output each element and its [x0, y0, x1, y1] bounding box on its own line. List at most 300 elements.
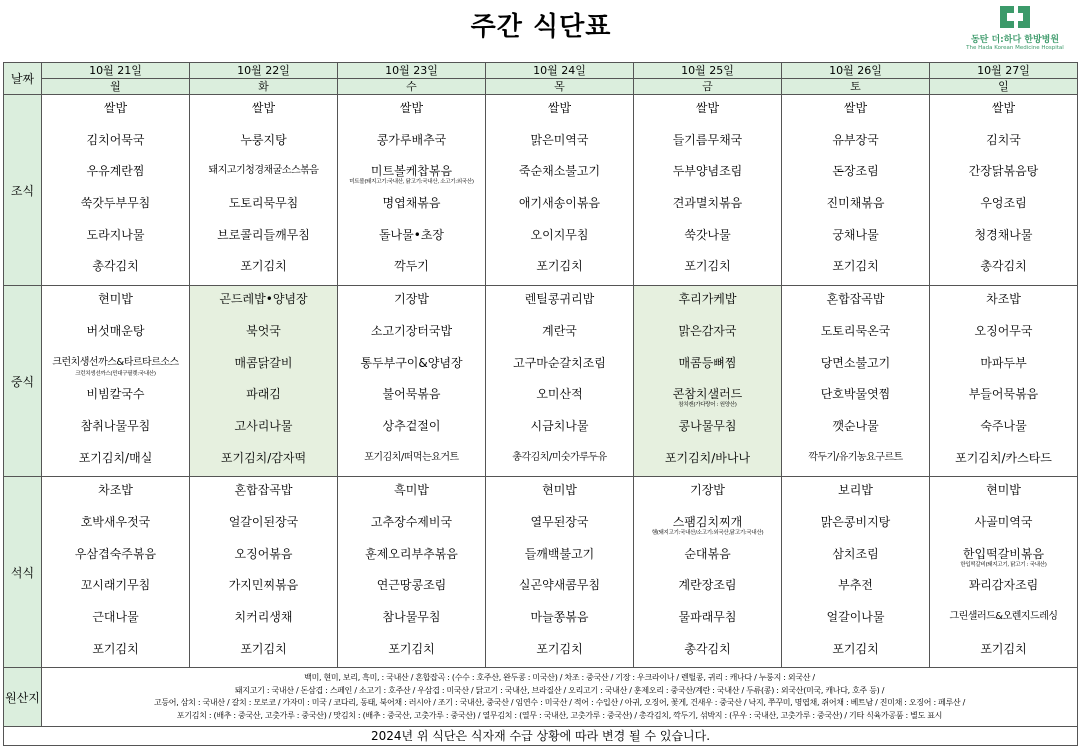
menu-item — [338, 541, 485, 573]
menu-item — [634, 95, 781, 127]
hospital-logo-icon — [1000, 6, 1030, 28]
menu-item-name: 포기김치 — [536, 641, 583, 656]
menu-item-name: 호박새우젓국 — [80, 514, 151, 529]
dinner-cell — [930, 477, 1078, 668]
menu-item — [42, 286, 189, 318]
menu-item-name: 누룽지탕 — [240, 132, 287, 147]
menu-item-name: 계란국 — [542, 323, 577, 338]
menu-item — [338, 509, 485, 541]
menu-item — [486, 509, 633, 541]
menu-item-name: 부들어묵볶음 — [968, 387, 1039, 402]
menu-item-name: 불어묵볶음 — [382, 387, 441, 402]
menu-item — [338, 95, 485, 127]
lunch-cell — [190, 286, 338, 477]
menu-item-name: 단호박물엿찜 — [820, 387, 891, 402]
menu-item — [930, 253, 1077, 285]
menu-item-name: 명엽채볶음 — [382, 196, 441, 211]
menu-item — [782, 253, 929, 285]
menu-item — [634, 286, 781, 318]
menu-item-name: 도토리묵무침 — [228, 196, 299, 211]
date-cell: 10월 27일 — [930, 63, 1078, 79]
menu-item-name: 돈장조림 — [832, 164, 879, 179]
menu-item — [782, 127, 929, 159]
menu-item — [782, 95, 929, 127]
menu-item — [930, 477, 1077, 509]
menu-item-name: 순대볶음 — [684, 546, 731, 561]
dinner-label: 석식 — [4, 477, 42, 668]
menu-item-name: 실곤약새콤무침 — [518, 578, 601, 593]
weekday-cell: 수 — [338, 79, 486, 95]
menu-item — [338, 222, 485, 254]
menu-item-name: 포기김치/떠먹는요거트 — [364, 451, 459, 463]
menu-item — [782, 318, 929, 350]
dinner-row — [4, 477, 1078, 668]
menu-item-name: 쌀밥 — [843, 101, 868, 115]
menu-item-name: 오이지무침 — [530, 227, 589, 242]
menu-item — [338, 286, 485, 318]
menu-item — [338, 350, 485, 382]
menu-item-name: 가지민찌볶음 — [228, 578, 299, 593]
weekday-row — [4, 79, 1078, 95]
origin-line: 고등어, 삼치 : 국내산 / 갈치 : 모로코 / 가자미 : 미국 / 코다리, 동태, 북어채 : 러시아 / 조기 : 국내산, 중국산 / 임연수 : 미국산 / 적어 : 수입산 / 아귀, 오징어, 꽃게, 건새우 : 중국산 / 낙지, 쭈꾸미, 명엽채, 쥐어채 : 베트남 / 진미채 : 오징어 : 페루산 / — [153, 698, 966, 708]
menu-item — [42, 253, 189, 285]
menu-item-name: 기장밥 — [690, 483, 725, 498]
lunch-cell — [42, 286, 190, 477]
menu-item — [42, 477, 189, 509]
menu-item-name: 포기김치 — [92, 641, 139, 656]
menu-item-name: 쌀밥 — [399, 101, 424, 115]
menu-item-name: 크런치생선까스&타르타르소스 — [52, 356, 179, 368]
menu-item — [42, 381, 189, 413]
date-cell: 10월 23일 — [338, 63, 486, 79]
breakfast-cell — [42, 95, 190, 286]
menu-item-name: 맑은미역국 — [530, 132, 589, 147]
hospital-subtitle: The Hada Korean Medicine Hospital — [966, 45, 1064, 51]
menu-item-name: 도토리묵온국 — [820, 323, 891, 338]
menu-item — [782, 604, 929, 636]
menu-item — [338, 318, 485, 350]
footer-notice: 2024년 위 식단은 식자재 수급 상황에 따라 변경 될 수 있습니다. — [4, 727, 1078, 746]
menu-item — [42, 190, 189, 222]
menu-item-name: 쌀밥 — [103, 101, 128, 115]
menu-item — [42, 636, 189, 668]
menu-item — [634, 445, 781, 477]
lunch-cell — [338, 286, 486, 477]
menu-item — [338, 127, 485, 159]
menu-item-name: 궁채나물 — [832, 227, 879, 242]
menu-item-name: 차조밥 — [98, 483, 133, 498]
date-cell: 10월 21일 — [42, 63, 190, 79]
lunch-row — [4, 286, 1078, 477]
menu-item — [634, 350, 781, 382]
menu-item-name: 그린샐러드&오렌지드레싱 — [949, 611, 1058, 622]
menu-item-name: 상추겉절이 — [382, 418, 441, 433]
menu-item-name: 쑥갓나물 — [684, 227, 731, 242]
menu-item — [338, 636, 485, 668]
menu-item-name: 연근땅콩조림 — [376, 578, 447, 593]
menu-item — [42, 604, 189, 636]
menu-item — [782, 381, 929, 413]
menu-item-name: 포기김치/바나나 — [664, 450, 751, 465]
date-cell: 10월 26일 — [782, 63, 930, 79]
menu-item — [634, 572, 781, 604]
menu-item-name: 당면소불고기 — [820, 355, 891, 370]
weekday-cell: 화 — [190, 79, 338, 95]
menu-item — [42, 350, 189, 382]
menu-item-name: 혼합잡곡밥 — [826, 292, 885, 307]
menu-item-name: 현미밥 — [98, 292, 133, 307]
menu-item-name: 우삼겹숙주볶음 — [74, 546, 157, 561]
menu-item-name: 계란장조림 — [678, 578, 737, 593]
menu-item — [930, 572, 1077, 604]
menu-item-name: 맑은콩비지탕 — [820, 514, 891, 529]
menu-item — [634, 127, 781, 159]
menu-item — [634, 509, 781, 541]
date-row — [4, 63, 1078, 79]
menu-item-name: 견과멸치볶음 — [672, 196, 743, 211]
menu-item-name: 북엇국 — [246, 323, 281, 338]
menu-item-name: 깻순나물 — [832, 418, 879, 433]
page-title: 주간 식단표 — [470, 12, 612, 42]
menu-item-name: 포기김치 — [832, 641, 879, 656]
menu-item — [42, 445, 189, 477]
menu-item-name: 총각김치 — [92, 259, 139, 274]
menu-item — [190, 541, 337, 573]
menu-item — [930, 318, 1077, 350]
menu-item — [190, 222, 337, 254]
menu-item — [930, 190, 1077, 222]
menu-item-name: 들기름무채국 — [672, 132, 743, 147]
dinner-cell — [486, 477, 634, 668]
weekday-cell: 토 — [782, 79, 930, 95]
menu-item-name: 훈제오리부추볶음 — [365, 546, 458, 561]
menu-item — [42, 222, 189, 254]
menu-item — [486, 127, 633, 159]
menu-item-name: 콘참치샐러드 — [672, 387, 743, 402]
menu-item — [634, 477, 781, 509]
menu-item-name: 청경채나물 — [974, 227, 1033, 242]
menu-item — [782, 222, 929, 254]
menu-item — [190, 286, 337, 318]
menu-item-name: 쌀밥 — [695, 101, 720, 115]
menu-item-name: 두부양념조림 — [672, 164, 743, 179]
dinner-cell — [338, 477, 486, 668]
lunch-cell — [486, 286, 634, 477]
menu-item — [338, 158, 485, 190]
menu-item — [338, 477, 485, 509]
menu-item-name: 쌀밥 — [547, 101, 572, 115]
menu-item-name: 고추장수제비국 — [370, 514, 453, 529]
menu-item — [634, 636, 781, 668]
menu-item-name: 맑은감자국 — [678, 323, 737, 338]
menu-item-name: 진미채볶음 — [826, 196, 885, 211]
menu-item — [782, 572, 929, 604]
menu-item — [190, 95, 337, 127]
menu-item — [190, 190, 337, 222]
menu-item — [42, 95, 189, 127]
ingredient-note: 미트볼(돼지고기:국내산, 닭고기:국내산, 소고기:외국산) — [349, 179, 474, 186]
menu-item-name: 김치국 — [986, 132, 1021, 147]
menu-item — [486, 413, 633, 445]
menu-item — [486, 95, 633, 127]
origin-row — [4, 668, 1078, 727]
menu-item — [190, 636, 337, 668]
dinner-cell — [782, 477, 930, 668]
menu-item — [634, 381, 781, 413]
date-cell: 10월 24일 — [486, 63, 634, 79]
menu-item — [486, 190, 633, 222]
menu-item — [42, 572, 189, 604]
menu-item-name: 오징어볶음 — [234, 546, 293, 561]
menu-item-name: 소고기장터국밥 — [370, 323, 453, 338]
menu-item-name: 우엉조림 — [980, 196, 1027, 211]
menu-item-name: 마늘쫑볶음 — [530, 610, 589, 624]
menu-item — [634, 158, 781, 190]
menu-item — [486, 158, 633, 190]
ingredient-note: 햄(돼지고기:국내산/소고기:외국산,닭고기:국내산) — [651, 529, 764, 536]
breakfast-cell — [782, 95, 930, 286]
menu-item-name: 삼치조림 — [832, 546, 879, 561]
menu-item — [42, 509, 189, 541]
menu-item-name: 얼갈이나물 — [826, 610, 885, 624]
menu-item — [782, 413, 929, 445]
menu-item-name: 콩나물무침 — [678, 418, 737, 433]
menu-item — [190, 318, 337, 350]
ingredient-note: 크런치생선까스(민대구필렛:국내산) — [75, 370, 156, 377]
menu-item-name: 고구마순갈치조림 — [513, 355, 606, 370]
menu-item-name: 김치어묵국 — [86, 132, 145, 147]
menu-item — [338, 381, 485, 413]
weekday-cell: 목 — [486, 79, 634, 95]
breakfast-row — [4, 95, 1078, 286]
breakfast-cell — [190, 95, 338, 286]
menu-item — [930, 222, 1077, 254]
menu-item-name: 돼지고기청경채굴소스볶음 — [208, 165, 319, 177]
menu-item-name: 포기김치 — [980, 641, 1027, 656]
menu-item-name: 유부장국 — [832, 132, 879, 147]
menu-item-name: 현미밥 — [542, 483, 577, 498]
menu-item-name: 포기김치 — [240, 641, 287, 656]
menu-item-name: 참취나물무침 — [80, 418, 151, 433]
menu-item — [486, 445, 633, 477]
menu-item-name: 얼갈이된장국 — [228, 514, 299, 529]
menu-item — [486, 541, 633, 573]
menu-item — [782, 350, 929, 382]
menu-item — [782, 190, 929, 222]
menu-item-name: 애기새송이볶음 — [518, 196, 601, 211]
menu-item-name: 도라지나물 — [86, 227, 145, 242]
menu-item-name: 고사리나물 — [234, 418, 293, 433]
menu-item-name: 포기김치 — [240, 259, 287, 274]
menu-item — [190, 445, 337, 477]
menu-item-name: 후리가케밥 — [678, 292, 737, 307]
lunch-cell — [782, 286, 930, 477]
menu-item-name: 숙주나물 — [980, 418, 1027, 433]
lunch-label: 중식 — [4, 286, 42, 477]
menu-item — [486, 253, 633, 285]
menu-item — [930, 604, 1077, 636]
menu-item-name: 브로콜리들깨무침 — [217, 227, 310, 242]
menu-item — [190, 604, 337, 636]
menu-item — [190, 381, 337, 413]
menu-item-name: 오징어무국 — [974, 323, 1033, 338]
breakfast-cell — [634, 95, 782, 286]
menu-item — [190, 572, 337, 604]
menu-item — [634, 318, 781, 350]
menu-item-name: 현미밥 — [986, 483, 1021, 498]
menu-item-name: 비빔칼국수 — [86, 387, 145, 402]
menu-item-name: 참나물무침 — [382, 610, 441, 624]
dinner-cell — [634, 477, 782, 668]
menu-item — [782, 445, 929, 477]
menu-item — [930, 286, 1077, 318]
menu-item-name: 스팸김치찌개 — [672, 514, 743, 529]
menu-item — [930, 350, 1077, 382]
menu-item-name: 죽순채소불고기 — [518, 164, 601, 179]
menu-item — [42, 127, 189, 159]
menu-item-name: 간장닭볶음탕 — [968, 164, 1039, 179]
menu-item — [930, 95, 1077, 127]
dinner-cell — [42, 477, 190, 668]
menu-item — [190, 158, 337, 190]
menu-item — [338, 190, 485, 222]
lunch-cell — [930, 286, 1078, 477]
weekday-cell: 금 — [634, 79, 782, 95]
date-label: 날짜 — [4, 63, 42, 95]
menu-item — [190, 350, 337, 382]
menu-item-name: 포기김치 — [388, 641, 435, 656]
menu-item — [486, 318, 633, 350]
hospital-name: 동탄 더:하다 한방병원 — [970, 35, 1060, 45]
menu-item-name: 돌나물•초장 — [378, 227, 445, 242]
menu-item-name: 보리밥 — [838, 483, 873, 498]
menu-item-name: 근대나물 — [92, 610, 139, 624]
menu-item — [190, 509, 337, 541]
breakfast-cell — [930, 95, 1078, 286]
menu-item — [782, 477, 929, 509]
menu-item — [486, 604, 633, 636]
breakfast-cell — [486, 95, 634, 286]
menu-item-name: 파래김 — [246, 387, 281, 402]
origin-label: 원산지 — [4, 668, 42, 727]
ingredient-note: 한입떡갈비(돼지고기, 닭고기 : 국내산) — [960, 561, 1047, 568]
menu-item — [190, 477, 337, 509]
menu-item-name: 시금치나물 — [530, 418, 589, 433]
menu-item-name: 포기김치 — [536, 259, 583, 274]
menu-item-name: 콩가루배추국 — [376, 132, 447, 147]
menu-item-name: 총각김치 — [980, 259, 1027, 274]
menu-item-name: 버섯매운탕 — [86, 323, 145, 338]
menu-item — [634, 413, 781, 445]
menu-item — [338, 445, 485, 477]
menu-item-name: 열무된장국 — [530, 514, 589, 529]
menu-item-name: 부추전 — [838, 578, 873, 593]
date-cell: 10월 25일 — [634, 63, 782, 79]
menu-item — [486, 350, 633, 382]
menu-item-name: 꼬시래기무침 — [80, 578, 151, 593]
origin-line: 백미, 현미, 보리, 흑미, : 국내산 / 혼합잡곡 : (수수 : 호주산, 완두콩 : 미국산) / 차조 : 중국산 / 기장 : 우크라이나 / 렌틸콩, 귀리 : 캐나다 / 누룽지 : 외국산 / — [304, 673, 815, 683]
menu-item — [782, 509, 929, 541]
menu-item — [930, 445, 1077, 477]
menu-item — [338, 413, 485, 445]
menu-item-name: 기장밥 — [394, 292, 429, 307]
menu-item-name: 마파두부 — [980, 355, 1027, 370]
menu-item — [486, 286, 633, 318]
menu-item — [486, 636, 633, 668]
weekday-cell: 월 — [42, 79, 190, 95]
menu-item-name: 들깨백불고기 — [524, 546, 595, 561]
menu-item — [190, 127, 337, 159]
menu-item-name: 깍두기/유기농요구르트 — [808, 451, 903, 463]
menu-item — [634, 190, 781, 222]
menu-item-name: 매콤닭갈비 — [234, 355, 293, 370]
menu-item-name: 오미산적 — [536, 387, 583, 402]
origin-line: 포기김치 : (배추 : 중국산, 고춧가루 : 중국산) / 맛김치 : (배추 : 중국산, 고춧가루 : 중국산) / 열무김치 : (열무 : 국내산, 고춧가루 : 중국산) / 총각김치, 깍두기, 섞박지 : (무우 : 국내산, 고춧가루 : 중국산) / 기타 식육가공품 : 별도 표시 — [176, 710, 943, 720]
menu-item — [782, 286, 929, 318]
menu-item — [930, 127, 1077, 159]
menu-item — [42, 158, 189, 190]
menu-item-name: 한입떡갈비볶음 — [962, 546, 1045, 561]
menu-item — [782, 636, 929, 668]
menu-item — [930, 636, 1077, 668]
menu-item-name: 포기김치 — [832, 259, 879, 274]
menu-item-name: 포기김치 — [684, 259, 731, 274]
menu-item-name: 쑥갓두부무침 — [80, 196, 151, 211]
menu-item — [930, 541, 1077, 573]
menu-item-name: 통두부구이&양념장 — [360, 355, 463, 370]
menu-item-name: 흑미밥 — [394, 483, 429, 498]
menu-item — [930, 381, 1077, 413]
menu-item-name: 포기김치/매실 — [78, 450, 153, 465]
menu-item-name: 쌀밥 — [251, 101, 276, 115]
menu-item — [190, 413, 337, 445]
menu-item-name: 매콤등뼈찜 — [678, 355, 737, 370]
menu-item-name: 쌀밥 — [991, 101, 1016, 115]
menu-item-name: 곤드레밥•양념장 — [219, 292, 308, 307]
menu-item-name: 꽈리감자조림 — [968, 578, 1039, 593]
lunch-cell — [634, 286, 782, 477]
menu-item-name: 깍두기 — [394, 259, 429, 274]
menu-item-name: 사골미역국 — [974, 514, 1033, 529]
menu-item — [782, 541, 929, 573]
menu-item-name: 물파래무침 — [678, 610, 737, 624]
menu-item — [190, 253, 337, 285]
menu-item — [338, 253, 485, 285]
menu-item — [42, 413, 189, 445]
menu-item — [634, 253, 781, 285]
hospital-logo — [960, 6, 1070, 51]
menu-item-name: 치커리생채 — [234, 610, 293, 624]
menu-item — [634, 541, 781, 573]
menu-item-name: 차조밥 — [986, 292, 1021, 307]
menu-item — [42, 541, 189, 573]
menu-item — [930, 509, 1077, 541]
menu-item — [634, 222, 781, 254]
menu-item-name: 렌틸콩귀리밥 — [524, 292, 595, 307]
footer-row — [4, 727, 1078, 746]
menu-item-name: 혼합잡곡밥 — [234, 483, 293, 498]
menu-item-name: 포기김치/감자떡 — [220, 450, 307, 465]
menu-item — [486, 572, 633, 604]
menu-item-name: 포기김치/카스타드 — [955, 450, 1052, 465]
weekday-cell: 일 — [930, 79, 1078, 95]
breakfast-label: 조식 — [4, 95, 42, 286]
menu-item — [486, 222, 633, 254]
menu-item — [42, 318, 189, 350]
menu-item — [338, 604, 485, 636]
menu-item-name: 총각김치/미숫가루두유 — [512, 451, 607, 463]
ingredient-note: 참치캔(가다랑어 : 원양산) — [678, 402, 737, 409]
